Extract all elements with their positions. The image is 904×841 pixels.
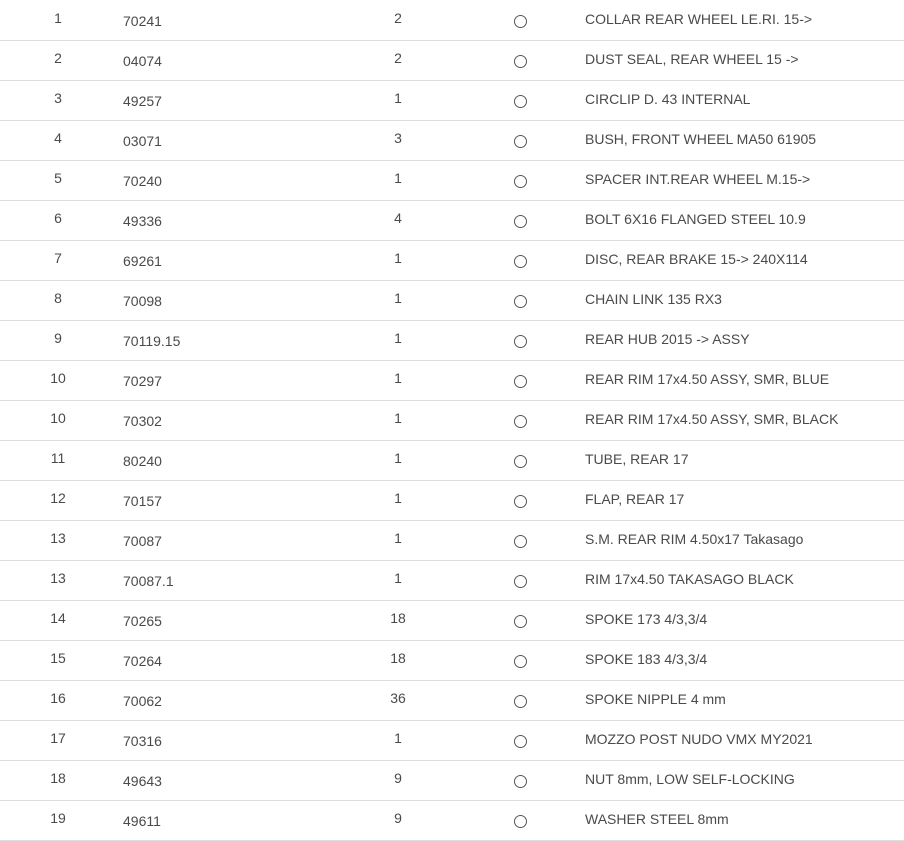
select-radio[interactable] — [514, 335, 527, 348]
table-row — [0, 800, 904, 840]
description-text: REAR RIM 17x4.50 ASSY, SMR, BLACK — [585, 411, 839, 427]
quantity-cell — [333, 360, 463, 400]
table-row — [0, 400, 904, 440]
quantity-text: 1 — [394, 370, 402, 386]
part-code-text: 70240 — [123, 173, 162, 189]
description-text: DISC, REAR BRAKE 15-> 240X114 — [585, 251, 808, 267]
select-cell — [463, 360, 577, 400]
description-cell — [577, 640, 904, 680]
table-row — [0, 0, 904, 40]
select-cell — [463, 440, 577, 480]
part-code-text: 70098 — [123, 293, 162, 309]
quantity-cell — [333, 160, 463, 200]
position-cell — [0, 480, 116, 520]
part-code-text: 70157 — [123, 493, 162, 509]
part-code-cell — [116, 160, 333, 200]
position-text: 12 — [50, 490, 66, 506]
position-text: 19 — [50, 810, 66, 826]
select-cell — [463, 280, 577, 320]
description-cell — [577, 280, 904, 320]
select-cell — [463, 160, 577, 200]
select-radio[interactable] — [514, 535, 527, 548]
select-radio[interactable] — [514, 15, 527, 28]
part-code-text: 69261 — [123, 253, 162, 269]
select-radio[interactable] — [514, 255, 527, 268]
table-row — [0, 200, 904, 240]
part-code-text: 70119.15 — [123, 333, 181, 349]
quantity-text: 1 — [394, 170, 402, 186]
position-cell — [0, 200, 116, 240]
description-cell — [577, 0, 904, 40]
quantity-text: 1 — [394, 410, 402, 426]
position-cell — [0, 440, 116, 480]
table-row — [0, 120, 904, 160]
quantity-text: 9 — [394, 810, 402, 826]
part-code-text: 04074 — [123, 53, 162, 69]
select-cell — [463, 480, 577, 520]
description-text: NUT 8mm, LOW SELF-LOCKING — [585, 771, 795, 787]
part-code-cell — [116, 240, 333, 280]
part-code-text: 03071 — [123, 133, 162, 149]
position-cell — [0, 600, 116, 640]
select-cell — [463, 720, 577, 760]
part-code-text: 70297 — [123, 373, 162, 389]
description-cell — [577, 760, 904, 800]
select-cell — [463, 800, 577, 840]
position-cell — [0, 640, 116, 680]
position-text: 2 — [54, 50, 62, 66]
part-code-text: 70062 — [123, 693, 162, 709]
quantity-cell — [333, 560, 463, 600]
position-cell — [0, 320, 116, 360]
quantity-text: 2 — [394, 50, 402, 66]
select-radio[interactable] — [514, 775, 527, 788]
part-code-text: 70241 — [123, 12, 162, 29]
quantity-cell — [333, 680, 463, 720]
position-cell — [0, 0, 116, 40]
description-text: SPOKE 183 4/3,3/4 — [585, 651, 708, 667]
select-cell — [463, 0, 577, 40]
description-text: SPOKE 173 4/3,3/4 — [585, 611, 708, 627]
position-cell — [0, 760, 116, 800]
quantity-text: 2 — [394, 9, 402, 26]
table-row — [0, 520, 904, 560]
quantity-cell — [333, 480, 463, 520]
position-text: 4 — [54, 130, 62, 146]
part-code-cell — [116, 280, 333, 320]
quantity-cell — [333, 0, 463, 40]
description-text: CIRCLIP D. 43 INTERNAL — [585, 91, 751, 107]
position-text: 8 — [54, 290, 62, 306]
description-text: BUSH, FRONT WHEEL MA50 61905 — [585, 131, 817, 147]
quantity-cell — [333, 760, 463, 800]
description-text: FLAP, REAR 17 — [585, 491, 685, 507]
position-text: 16 — [50, 690, 66, 706]
description-cell — [577, 240, 904, 280]
part-code-cell — [116, 200, 333, 240]
select-cell — [463, 80, 577, 120]
table-row — [0, 440, 904, 480]
part-code-text: 49257 — [123, 93, 162, 109]
description-cell — [577, 480, 904, 520]
part-code-text: 49336 — [123, 213, 162, 229]
part-code-cell — [116, 680, 333, 720]
position-text: 17 — [50, 730, 66, 746]
position-text: 3 — [54, 90, 62, 106]
description-text: MOZZO POST NUDO VMX MY2021 — [585, 731, 813, 747]
description-cell — [577, 400, 904, 440]
quantity-cell — [333, 80, 463, 120]
position-cell — [0, 400, 116, 440]
part-code-text: 49611 — [123, 813, 161, 829]
table-row — [0, 160, 904, 200]
description-text: WASHER STEEL 8mm — [585, 811, 729, 827]
quantity-cell — [333, 120, 463, 160]
part-code-cell — [116, 40, 333, 80]
part-code-text: 70087.1 — [123, 573, 174, 589]
quantity-text: 18 — [390, 610, 406, 626]
description-cell — [577, 440, 904, 480]
position-cell — [0, 240, 116, 280]
part-code-cell — [116, 720, 333, 760]
quantity-cell — [333, 320, 463, 360]
description-cell — [577, 800, 904, 840]
table-row — [0, 240, 904, 280]
table-row — [0, 40, 904, 80]
position-text: 10 — [50, 370, 66, 386]
select-radio[interactable] — [514, 135, 527, 148]
select-radio[interactable] — [514, 55, 527, 68]
part-code-cell — [116, 520, 333, 560]
select-radio[interactable] — [514, 815, 527, 828]
description-text: RIM 17x4.50 TAKASAGO BLACK — [585, 571, 794, 587]
position-text: 5 — [54, 170, 62, 186]
position-text: 13 — [50, 530, 66, 546]
part-code-cell — [116, 320, 333, 360]
position-cell — [0, 160, 116, 200]
position-text: 11 — [50, 450, 66, 466]
table-row — [0, 80, 904, 120]
part-code-cell — [116, 800, 333, 840]
part-code-cell — [116, 440, 333, 480]
select-radio[interactable] — [514, 95, 527, 108]
select-radio[interactable] — [514, 375, 527, 388]
quantity-cell — [333, 640, 463, 680]
table-row — [0, 320, 904, 360]
select-cell — [463, 680, 577, 720]
position-cell — [0, 800, 116, 840]
position-text: 6 — [54, 210, 62, 226]
description-text: CHAIN LINK 135 RX3 — [585, 291, 722, 307]
description-cell — [577, 200, 904, 240]
description-text: SPOKE NIPPLE 4 mm — [585, 691, 726, 707]
description-cell — [577, 40, 904, 80]
select-cell — [463, 40, 577, 80]
position-cell — [0, 560, 116, 600]
part-code-text: 49643 — [123, 773, 162, 789]
quantity-text: 1 — [394, 730, 402, 746]
quantity-text: 18 — [390, 650, 406, 666]
select-cell — [463, 600, 577, 640]
quantity-text: 1 — [394, 570, 402, 586]
description-cell — [577, 360, 904, 400]
part-code-cell — [116, 360, 333, 400]
description-cell — [577, 520, 904, 560]
position-text: 10 — [50, 410, 66, 426]
quantity-cell — [333, 520, 463, 560]
table-row — [0, 600, 904, 640]
part-code-text: 70302 — [123, 413, 162, 429]
description-cell — [577, 680, 904, 720]
position-text: 15 — [50, 650, 66, 666]
quantity-cell — [333, 720, 463, 760]
quantity-text: 36 — [390, 690, 406, 706]
position-cell — [0, 280, 116, 320]
quantity-text: 1 — [394, 530, 402, 546]
part-code-text: 70316 — [123, 733, 162, 749]
quantity-cell — [333, 600, 463, 640]
quantity-cell — [333, 400, 463, 440]
table-row — [0, 480, 904, 520]
part-code-text: 80240 — [123, 453, 162, 469]
description-cell — [577, 560, 904, 600]
quantity-text: 1 — [394, 90, 402, 106]
table-row — [0, 280, 904, 320]
table-row — [0, 560, 904, 600]
select-cell — [463, 520, 577, 560]
table-row — [0, 680, 904, 720]
quantity-text: 1 — [394, 290, 402, 306]
description-cell — [577, 160, 904, 200]
position-cell — [0, 680, 116, 720]
position-cell — [0, 720, 116, 760]
select-radio[interactable] — [514, 695, 527, 708]
description-text: TUBE, REAR 17 — [585, 451, 689, 467]
description-text: DUST SEAL, REAR WHEEL 15 -> — [585, 51, 799, 67]
select-radio[interactable] — [514, 615, 527, 628]
part-code-cell — [116, 760, 333, 800]
position-text: 7 — [54, 250, 62, 266]
part-code-cell — [116, 400, 333, 440]
table-row — [0, 640, 904, 680]
select-radio[interactable] — [514, 455, 527, 468]
description-text: REAR RIM 17x4.50 ASSY, SMR, BLUE — [585, 371, 830, 387]
select-cell — [463, 400, 577, 440]
description-cell — [577, 80, 904, 120]
select-radio[interactable] — [514, 735, 527, 748]
quantity-text: 3 — [394, 130, 402, 146]
position-text: 1 — [54, 9, 62, 26]
select-cell — [463, 640, 577, 680]
position-text: 18 — [50, 770, 66, 786]
quantity-cell — [333, 440, 463, 480]
quantity-cell — [333, 800, 463, 840]
description-text: COLLAR REAR WHEEL LE.RI. 15-> — [585, 10, 813, 27]
quantity-cell — [333, 280, 463, 320]
select-cell — [463, 560, 577, 600]
quantity-text: 1 — [394, 450, 402, 466]
quantity-cell — [333, 40, 463, 80]
part-code-cell — [116, 480, 333, 520]
select-radio[interactable] — [514, 295, 527, 308]
description-cell — [577, 720, 904, 760]
description-text: BOLT 6X16 FLANGED STEEL 10.9 — [585, 211, 806, 227]
table-row — [0, 720, 904, 760]
select-radio[interactable] — [514, 415, 527, 428]
select-cell — [463, 200, 577, 240]
part-code-cell — [116, 80, 333, 120]
position-cell — [0, 360, 116, 400]
quantity-text: 1 — [394, 330, 402, 346]
description-text: SPACER INT.REAR WHEEL M.15-> — [585, 171, 811, 187]
select-cell — [463, 240, 577, 280]
select-cell — [463, 760, 577, 800]
part-code-text: 70265 — [123, 613, 162, 629]
quantity-text: 9 — [394, 770, 402, 786]
part-code-cell — [116, 0, 333, 40]
description-cell — [577, 600, 904, 640]
description-cell — [577, 120, 904, 160]
quantity-text: 1 — [394, 490, 402, 506]
table-row — [0, 360, 904, 400]
position-cell — [0, 520, 116, 560]
part-code-text: 70264 — [123, 653, 162, 669]
quantity-text: 1 — [394, 250, 402, 266]
table-row — [0, 760, 904, 800]
part-code-cell — [116, 600, 333, 640]
quantity-cell — [333, 240, 463, 280]
select-radio[interactable] — [514, 575, 527, 588]
select-radio[interactable] — [514, 495, 527, 508]
select-cell — [463, 320, 577, 360]
position-cell — [0, 120, 116, 160]
position-text: 13 — [50, 570, 66, 586]
select-cell — [463, 120, 577, 160]
select-radio[interactable] — [514, 655, 527, 668]
description-text: S.M. REAR RIM 4.50x17 Takasago — [585, 531, 804, 547]
position-text: 9 — [54, 330, 62, 346]
select-radio[interactable] — [514, 175, 527, 188]
part-code-cell — [116, 120, 333, 160]
quantity-text: 4 — [394, 210, 402, 226]
part-code-cell — [116, 560, 333, 600]
quantity-cell — [333, 200, 463, 240]
select-radio[interactable] — [514, 215, 527, 228]
part-code-text: 70087 — [123, 533, 162, 549]
description-cell — [577, 320, 904, 360]
position-text: 14 — [50, 610, 66, 626]
position-cell — [0, 40, 116, 80]
description-text: REAR HUB 2015 -> ASSY — [585, 331, 750, 347]
position-cell — [0, 80, 116, 120]
part-code-cell — [116, 640, 333, 680]
